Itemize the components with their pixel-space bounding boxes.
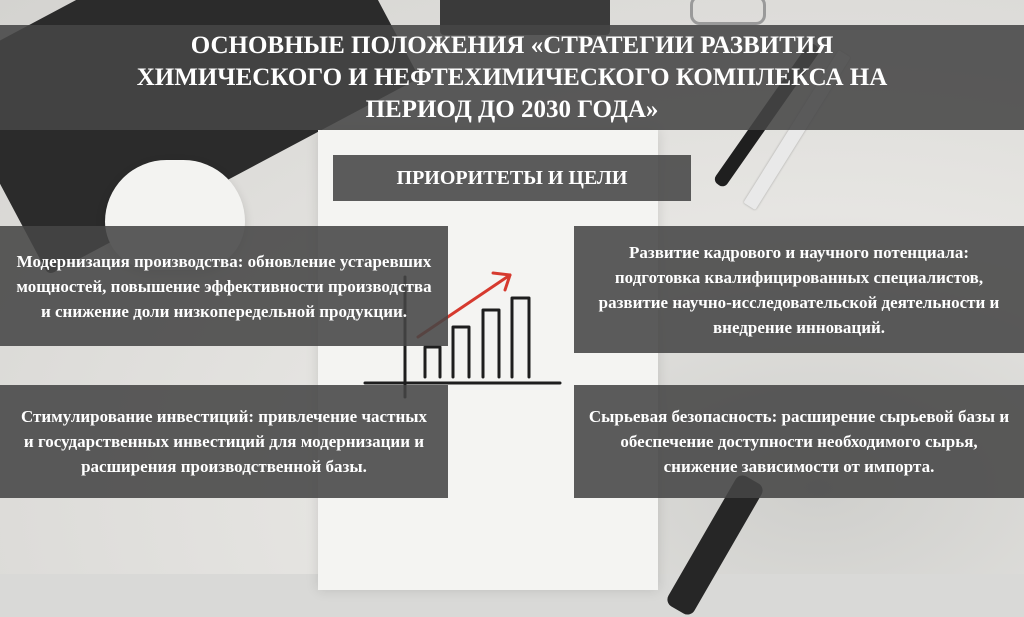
- section-subtitle: [333, 155, 691, 201]
- page-title: [0, 25, 1024, 130]
- modernization-block: [0, 226, 448, 346]
- binder-clip-decoration: [690, 0, 766, 25]
- raw-materials-text: Сырьевая безопасность: расширение сырьевой базы и обеспечение доступности необходимого сырья, снижение зависимости от импорта.: [588, 407, 1010, 476]
- sketch-bar-4: [512, 298, 529, 377]
- personnel-block: [574, 226, 1024, 353]
- raw-materials-block: [574, 385, 1024, 498]
- sketch-bar-1: [425, 347, 440, 377]
- modernization-text: Модернизация производства: обновление устаревших мощностей, повышение эффективности производства и снижение доли низкопередельной продукции.: [16, 251, 432, 321]
- sketch-bar-2: [453, 327, 469, 377]
- personnel-text: Развитие кадрового и научного потенциала: подготовка квалифицированных специалистов, развитие научно-исследовательской деятельности и внедрение инноваций.: [598, 242, 1000, 337]
- investment-text: Стимулирование инвестиций: привлечение частных и государственных инвестиций для модернизации и расширения производственной базы.: [20, 407, 428, 476]
- page-title-text: ОСНОВНЫЕ ПОЛОЖЕНИЯ «СТРАТЕГИИ РАЗВИТИЯ ХИМИЧЕСКОГО И НЕФТЕХИМИЧЕСКОГО КОМПЛЕКСА НА ПЕРИОД ДО 2030 ГОДА»: [136, 31, 888, 123]
- section-subtitle-text: ПРИОРИТЕТЫ И ЦЕЛИ: [396, 166, 628, 189]
- investment-block: [0, 385, 448, 498]
- sketch-bar-3: [483, 310, 499, 377]
